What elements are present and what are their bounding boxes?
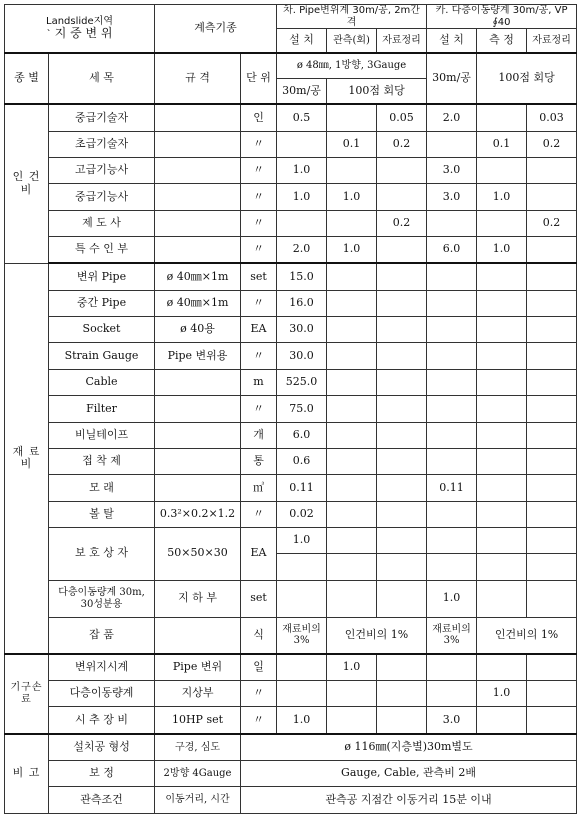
value-cell-d [427, 396, 477, 422]
value-cell-a: 75.0 [277, 396, 327, 422]
item-cell: 보 호 상 자 [49, 527, 155, 580]
value-cell-b [327, 448, 377, 474]
value-cell-d [427, 263, 477, 290]
sub-header-observe: 관측(회) [327, 29, 377, 53]
value-cell-d [427, 290, 477, 316]
cost-table [4, 4, 577, 814]
value-cell-a [277, 680, 327, 706]
value-cell-c [377, 707, 427, 734]
value-cell-f [527, 448, 577, 474]
value-cell-e [477, 396, 527, 422]
unit-cell: 개 [241, 422, 277, 448]
value-cell-a: 1.0 [277, 158, 327, 184]
unit-cell: 〃 [241, 237, 277, 264]
item-cell: 볼 탈 [49, 501, 155, 527]
value-cell-c [377, 422, 427, 448]
value-cell-e [477, 343, 527, 369]
spec-cell: 2방향 4Gauge [155, 760, 241, 786]
value-cell-e: 0.1 [477, 131, 527, 157]
value-cell-c [377, 580, 427, 618]
value-cell-f [527, 501, 577, 527]
item-cell: Cable [49, 369, 155, 395]
value-cell-e [477, 290, 527, 316]
misc-labor-pct-ka: 인건비의 1% [477, 618, 577, 654]
value-cell-a: 2.0 [277, 237, 327, 264]
spec-cell [155, 184, 241, 210]
value-cell-b [327, 707, 377, 734]
value-cell [377, 554, 427, 580]
value-cell [427, 554, 477, 580]
remark-value-cell: 관측공 지점간 이동거리 15분 이내 [241, 787, 577, 814]
value-cell-c [377, 237, 427, 264]
item-cell: 특 수 인 부 [49, 237, 155, 264]
spec-cell [155, 618, 241, 654]
spec-cell: 0.3²×0.2×1.2 [155, 501, 241, 527]
value-cell-d [427, 210, 477, 236]
value-cell-c [377, 680, 427, 706]
value-cell [527, 554, 577, 580]
unit-cell: 〃 [241, 707, 277, 734]
misc-labor-pct-cha: 인건비의 1% [327, 618, 427, 654]
spec-header-pipe: ø 48㎜, 1방향, 3Gauge [277, 53, 427, 79]
section-label-labor: 인 건 비 [5, 104, 49, 263]
value-cell-e [477, 422, 527, 448]
value-cell-b [327, 369, 377, 395]
section-label-equipment: 기구손료 [5, 654, 49, 734]
corner-top-label: Landslide지역 [46, 15, 113, 27]
value-cell-c [377, 448, 427, 474]
misc-material-pct-ka: 재료비의 3% [427, 618, 477, 654]
value-cell-d: 3.0 [427, 158, 477, 184]
group-header-pipe: 차. Pipe변위계 30m/공, 2m간격 [277, 5, 427, 29]
value-cell-f [527, 422, 577, 448]
value-cell-b [327, 210, 377, 236]
value-cell-f: 0.03 [527, 104, 577, 131]
unit-cell: 〃 [241, 158, 277, 184]
unit-cell: 일 [241, 654, 277, 681]
item-cell: Socket [49, 317, 155, 343]
col-header-unit: 단 위 [241, 53, 277, 105]
spec-cell: Pipe 변위용 [155, 343, 241, 369]
value-cell-b [327, 104, 377, 131]
value-cell-f [527, 158, 577, 184]
value-cell-c [377, 317, 427, 343]
item-cell: 접 착 제 [49, 448, 155, 474]
value-cell [377, 527, 427, 553]
value-cell-a [277, 654, 327, 681]
unit-header-100-cha: 100점 회당 [327, 78, 427, 104]
unit-cell: EA [241, 527, 277, 580]
col-header-spec: 규 격 [155, 53, 241, 105]
value-cell [477, 527, 527, 553]
unit-cell: 통 [241, 448, 277, 474]
value-cell-e [477, 263, 527, 290]
value-cell-b [327, 343, 377, 369]
value-cell-f [527, 654, 577, 681]
value-cell-e: 1.0 [477, 237, 527, 264]
unit-header-30m-cha: 30m/공 [277, 78, 327, 104]
spec-cell: 10HP set [155, 707, 241, 734]
value-cell-a: 1.0 [277, 707, 327, 734]
unit-cell: ㎥ [241, 475, 277, 501]
value-cell-a: 0.02 [277, 501, 327, 527]
value-cell [527, 527, 577, 553]
value-cell-b [327, 422, 377, 448]
value-cell-b [327, 475, 377, 501]
item-cell: 제 도 사 [49, 210, 155, 236]
unit-header-100-ka: 100점 회당 [477, 53, 577, 105]
value-cell-d [427, 448, 477, 474]
value-cell-f [527, 369, 577, 395]
value-cell-b: 1.0 [327, 654, 377, 681]
remark-value-cell: ø 116㎜(지층별)30m별도 [241, 734, 577, 761]
sub-header-install-2: 설 치 [427, 29, 477, 53]
col-header-item: 세 목 [49, 53, 155, 105]
value-cell-d: 3.0 [427, 184, 477, 210]
sub-header-install: 설 치 [277, 29, 327, 53]
value-cell-f [527, 290, 577, 316]
spec-cell [155, 396, 241, 422]
corner-bottom-label: 지 중 변 위 [54, 26, 113, 41]
col-header-type: 종 별 [5, 53, 49, 105]
item-cell: 비닐테이프 [49, 422, 155, 448]
spec-cell [155, 448, 241, 474]
section-label-remarks: 비 고 [5, 734, 49, 814]
item-cell: 관측조건 [49, 787, 155, 814]
value-cell-e [477, 317, 527, 343]
value-cell [327, 527, 377, 553]
value-cell-f [527, 475, 577, 501]
value-cell-f [527, 396, 577, 422]
value-cell-d: 1.0 [427, 580, 477, 618]
value-cell-b [327, 396, 377, 422]
value-cell [427, 527, 477, 553]
value-cell [327, 554, 377, 580]
value-cell-c [377, 396, 427, 422]
spec-cell [155, 237, 241, 264]
spec-cell [155, 104, 241, 131]
sub-header-measure: 측 정 [477, 29, 527, 53]
corner-mark: ` [46, 29, 52, 41]
item-cell: Filter [49, 396, 155, 422]
unit-header-30m-ka: 30m/공 [427, 53, 477, 105]
value-cell-d [427, 369, 477, 395]
value-cell-f [527, 263, 577, 290]
value-cell-f [527, 317, 577, 343]
measure-type-header: 계측기종 [155, 5, 277, 53]
value-cell-b: 1.0 [327, 184, 377, 210]
spec-cell [155, 369, 241, 395]
value-cell-b [327, 680, 377, 706]
value-cell-b [327, 158, 377, 184]
value-cell-a: 525.0 [277, 369, 327, 395]
value-cell-c [377, 158, 427, 184]
item-cell: 보 정 [49, 760, 155, 786]
value-cell-c [377, 184, 427, 210]
value-cell-d [427, 501, 477, 527]
value-cell-b [327, 263, 377, 290]
misc-material-pct-cha: 재료비의 3% [277, 618, 327, 654]
item-cell: 고급기능사 [49, 158, 155, 184]
value-cell-d [427, 131, 477, 157]
value-cell-a: 15.0 [277, 263, 327, 290]
value-cell-d: 6.0 [427, 237, 477, 264]
unit-cell: 〃 [241, 343, 277, 369]
value-cell-b: 0.1 [327, 131, 377, 157]
value-cell-f [527, 580, 577, 618]
value-cell [477, 554, 527, 580]
value-cell-b [327, 317, 377, 343]
remark-value-cell: Gauge, Cable, 관측비 2배 [241, 760, 577, 786]
spec-cell: ø 40㎜×1m [155, 290, 241, 316]
value-cell-f [527, 680, 577, 706]
spec-cell: ø 40㎜×1m [155, 263, 241, 290]
item-cell: 다층이동량계 30m, 30성분용 [49, 580, 155, 618]
value-cell-e: 1.0 [477, 184, 527, 210]
value-cell-e [477, 104, 527, 131]
value-cell-a: 30.0 [277, 317, 327, 343]
item-cell: 초급기술자 [49, 131, 155, 157]
item-cell: 시 추 장 비 [49, 707, 155, 734]
item-cell: 다층이동량계 [49, 680, 155, 706]
group-header-multilayer: 카. 다층이동량계 30m/공, VP ∮40 [427, 5, 577, 29]
unit-cell: 〃 [241, 396, 277, 422]
value-cell-a: 0.6 [277, 448, 327, 474]
value-cell-b [327, 290, 377, 316]
value-cell-c [377, 263, 427, 290]
value-cell-d [427, 680, 477, 706]
value-cell-e [477, 369, 527, 395]
value-cell-c: 0.2 [377, 210, 427, 236]
value-cell-e [477, 475, 527, 501]
spec-cell: 50×50×30 [155, 527, 241, 580]
spec-cell: 이동거리, 시간 [155, 787, 241, 814]
header-corner-cell [5, 5, 155, 53]
value-cell-b [327, 501, 377, 527]
value-cell [277, 554, 327, 580]
value-cell-c: 0.05 [377, 104, 427, 131]
unit-cell: set [241, 263, 277, 290]
value-cell-a: 6.0 [277, 422, 327, 448]
item-cell: 중급기능사 [49, 184, 155, 210]
unit-cell: EA [241, 317, 277, 343]
value-cell-d: 2.0 [427, 104, 477, 131]
value-cell-e [477, 448, 527, 474]
value-cell-b: 1.0 [327, 237, 377, 264]
section-label-material: 재 료 비 [5, 263, 49, 653]
value-cell-f [527, 184, 577, 210]
value-cell-d: 3.0 [427, 707, 477, 734]
spec-cell [155, 422, 241, 448]
value-cell-a: 16.0 [277, 290, 327, 316]
spec-cell [155, 158, 241, 184]
value-cell-e [477, 580, 527, 618]
value-cell-c [377, 475, 427, 501]
unit-cell: 〃 [241, 680, 277, 706]
value-cell-b [327, 580, 377, 618]
sub-header-data-2: 자료정리 [527, 29, 577, 53]
value-cell-f [527, 237, 577, 264]
value-cell-a: 1.0 [277, 184, 327, 210]
value-cell-a [277, 210, 327, 236]
value-cell-d [427, 422, 477, 448]
spec-cell: 지상부 [155, 680, 241, 706]
value-cell-a: 0.11 [277, 475, 327, 501]
value-cell-d: 0.11 [427, 475, 477, 501]
value-cell-e [477, 210, 527, 236]
unit-cell: 〃 [241, 290, 277, 316]
item-cell: 중급기술자 [49, 104, 155, 131]
value-cell-e [477, 158, 527, 184]
unit-cell: 식 [241, 618, 277, 654]
value-cell-a [277, 131, 327, 157]
value-cell-a: 30.0 [277, 343, 327, 369]
value-cell-f: 0.2 [527, 210, 577, 236]
value-cell-d [427, 317, 477, 343]
item-cell: 변위 Pipe [49, 263, 155, 290]
unit-cell: m [241, 369, 277, 395]
spec-cell: Pipe 변위 [155, 654, 241, 681]
value-cell-e [477, 707, 527, 734]
value-cell-d [427, 343, 477, 369]
value-cell-e [477, 654, 527, 681]
spec-cell: ø 40용 [155, 317, 241, 343]
item-cell: 설치공 형성 [49, 734, 155, 761]
item-cell: Strain Gauge [49, 343, 155, 369]
spec-cell: 구경, 심도 [155, 734, 241, 761]
spec-cell [155, 475, 241, 501]
value-cell-e: 1.0 [477, 680, 527, 706]
item-cell: 중간 Pipe [49, 290, 155, 316]
value-cell-d [427, 654, 477, 681]
value-cell-c: 0.2 [377, 131, 427, 157]
value-cell-f: 0.2 [527, 131, 577, 157]
item-cell: 잡 품 [49, 618, 155, 654]
spec-cell [155, 131, 241, 157]
value-cell-f [527, 343, 577, 369]
value-cell-c [377, 501, 427, 527]
value-cell-a: 0.5 [277, 104, 327, 131]
spec-cell [155, 210, 241, 236]
value-cell-c [377, 343, 427, 369]
value-cell-a [277, 580, 327, 618]
value-cell-f [527, 707, 577, 734]
spec-cell: 지 하 부 [155, 580, 241, 618]
unit-cell: set [241, 580, 277, 618]
item-cell: 모 래 [49, 475, 155, 501]
value-cell-a: 1.0 [277, 527, 327, 553]
unit-cell: 〃 [241, 501, 277, 527]
item-cell: 변위지시계 [49, 654, 155, 681]
value-cell-e [477, 501, 527, 527]
sub-header-data: 자료정리 [377, 29, 427, 53]
unit-cell: 인 [241, 104, 277, 131]
unit-cell: 〃 [241, 131, 277, 157]
value-cell-c [377, 369, 427, 395]
value-cell-c [377, 290, 427, 316]
unit-cell: 〃 [241, 184, 277, 210]
unit-cell: 〃 [241, 210, 277, 236]
value-cell-c [377, 654, 427, 681]
